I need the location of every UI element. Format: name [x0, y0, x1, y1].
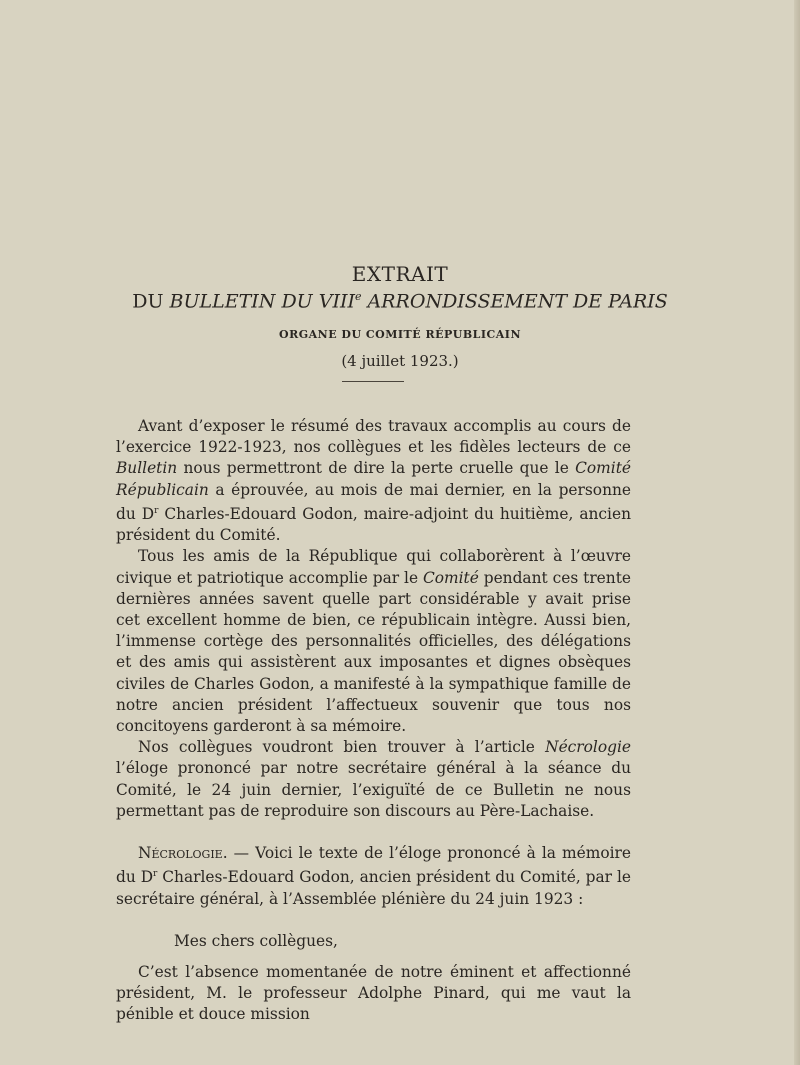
text-run: Avant d’exposer le résumé des travaux accomplis au cours de l’exercice 1922-1923, nos collègues et les fidèles lecteurs de ce: [116, 417, 631, 457]
text-run: pendant ces trente dernières années savent quelle part considérable y avait prise cet excellent homme de bien, ce républicain intègre. Aussi bien, l’immense cortège des personnalités officielles, des délégations et des amis qui assistèrent aux imposantes et dignes obsèques civiles de Charles Godon, a manifesté à la sympathique famille de notre ancien président l’affectueux souvenir que tous nos concitoyens garderont à sa mémoire.: [116, 568, 631, 735]
subtitle-main: BULLETIN DU VIII: [169, 290, 355, 313]
paragraph-5: C’est l’absence momentanée de notre éminent et affectionné président, M. le professeur Adolphe Pinard, qui me vaut la pénible et douce mission: [116, 962, 631, 1024]
subtitle-sup: e: [354, 290, 362, 303]
text-run: Comité: [422, 568, 479, 587]
section-label: Nécrologie.: [138, 843, 228, 862]
text-run: r: [153, 869, 158, 880]
salutation: Mes chers collègues,: [174, 931, 338, 950]
paragraph-2: [116, 546, 631, 737]
organ-line: ORGANE DU COMITÉ RÉPUBLICAIN: [279, 328, 521, 341]
page-edge: [794, 0, 800, 1065]
article-body: [116, 416, 631, 1026]
text-run: l’éloge prononcé par notre secrétaire général à la séance du Comité, le 24 juin dernier, l’exiguïté de ce Bulletin ne nous permettant pas de reproduire son discours au Père-Lachaise.: [116, 759, 631, 820]
document-title: EXTRAIT: [351, 262, 449, 286]
text-run: r: [154, 505, 159, 516]
subtitle-du: DU: [132, 290, 164, 313]
text-run: nous permettront de dire la perte cruelle que le: [177, 459, 576, 478]
text-run: Comité Républicain: [116, 459, 631, 499]
header-divider: [342, 381, 404, 382]
paragraph-necrologie: [116, 843, 631, 910]
text-run: Charles-Edouard Godon, maire-adjoint du huitième, ancien président du Comité.: [116, 504, 631, 545]
text-run: Nécrologie: [545, 738, 631, 757]
text-run: a éprouvée, au mois de mai dernier, en la personne du D: [116, 480, 631, 523]
text-run: Nos collègues voudront bien trouver à l’article: [138, 738, 546, 757]
date-line: (4 juillet 1923.): [341, 352, 459, 370]
text-run: Charles-Edouard Godon, ancien président du Comité, par le secrétaire général, à l’Assemblée plénière du 24 juin 1923 :: [116, 868, 631, 908]
document-subtitle: [0, 290, 800, 312]
subtitle-rest: ARRONDISSEMENT DE PARIS: [367, 290, 668, 313]
text-run: — Voici le texte de l’éloge prononcé à la mémoire du D: [116, 843, 631, 887]
text-run: Tous les amis de la République qui collaborèrent à l’œuvre civique et patriotique accomplie par le: [116, 547, 631, 587]
paragraph-3: [116, 737, 631, 822]
paragraph-1: [116, 416, 631, 546]
text-run: Bulletin: [116, 459, 178, 478]
